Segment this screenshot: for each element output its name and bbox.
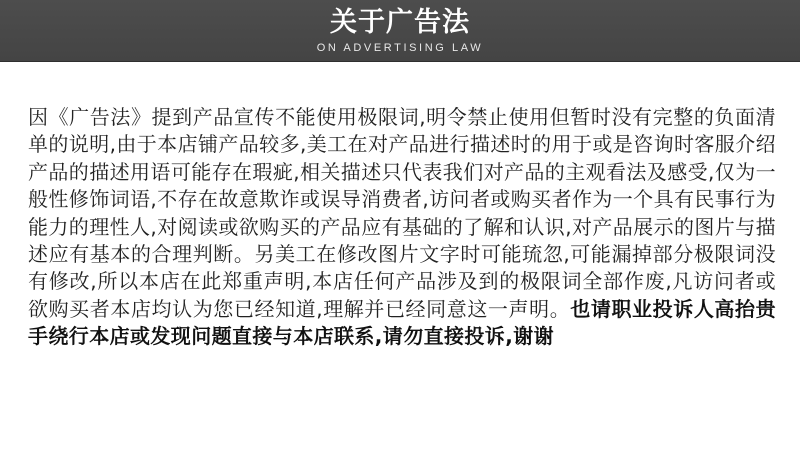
header-title: 关于广告法 [330, 7, 470, 38]
disclaimer-bold-note: 也请职业投诉人高抬贵手绕行本店或发现问题直接与本店联系,请勿直接投诉,谢谢 [28, 296, 776, 349]
page-header [0, 0, 800, 62]
disclaimer-body: 因《广告法》提到产品宣传不能使用极限词,明令禁止使用但暂时没有完整的负面清单的说明,由于本店铺产品较多,美工在对产品进行描述时的用于或是咨询时客服介绍产品的描述用语可能存在瑕疵,相关描述只代表我们对产品的主观看法及感受,仅为一般性修饰词语,不存在故意欺诈或误导消费者,访问者或购买者作为一个具有民事行为能力的理性人,对阅读或欲购买的产品应有基础的了解和认识,对产品展示的图片与描述应有基本的合理判断。另美工在修改图片文字时可能琉忽,可能漏掉部分极限词没有修改,所以本店在此郑重声明,本店任何产品涉及到的极限词全部作废,凡访问者或欲购买者本店均认为您已经知道,理解并已经同意这一声明。 [28, 105, 776, 321]
header-subtitle: ON ADVERTISING LAW [316, 42, 484, 54]
disclaimer-text [28, 104, 776, 351]
